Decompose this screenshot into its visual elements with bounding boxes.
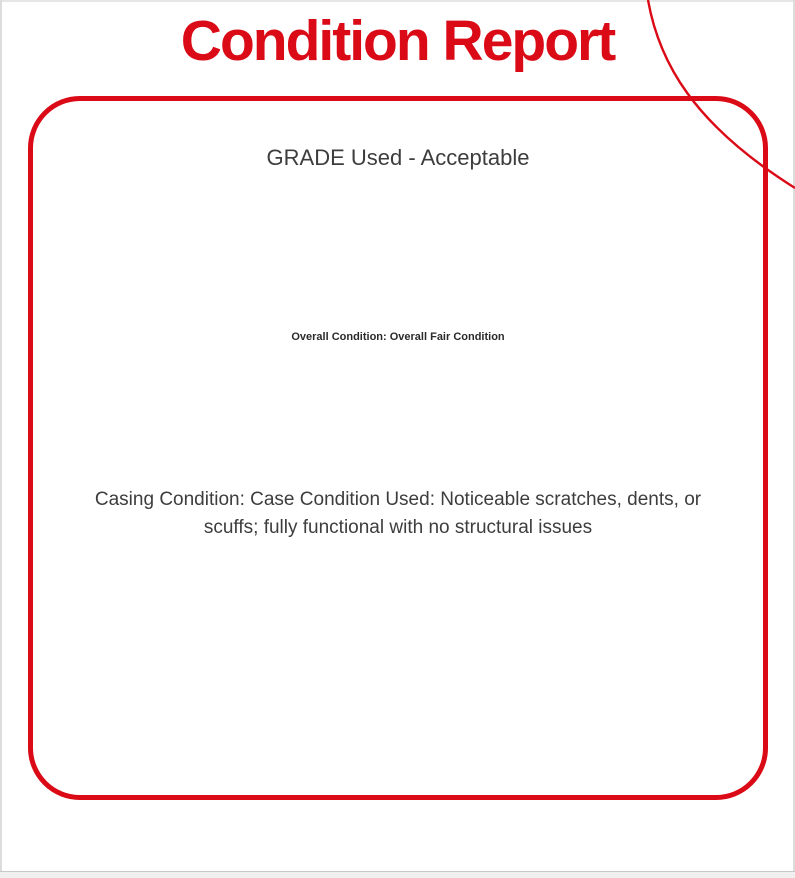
grade-line: GRADE Used - Acceptable xyxy=(266,145,530,170)
page-edge-top xyxy=(0,0,795,2)
condition-report-card xyxy=(28,96,768,800)
casing-condition-block xyxy=(33,486,763,542)
page-title: Condition Report xyxy=(180,9,615,73)
casing-condition-line-2: scuffs; fully functional with no structural issues xyxy=(203,517,593,538)
casing-condition-line-1: Casing Condition: Case Condition Used: Noticeable scratches, dents, or xyxy=(94,489,702,510)
overall-condition-line: Overall Condition: Overall Fair Condition xyxy=(291,331,505,343)
page-edge-bottom xyxy=(0,871,795,878)
page-edge-left xyxy=(0,0,2,878)
